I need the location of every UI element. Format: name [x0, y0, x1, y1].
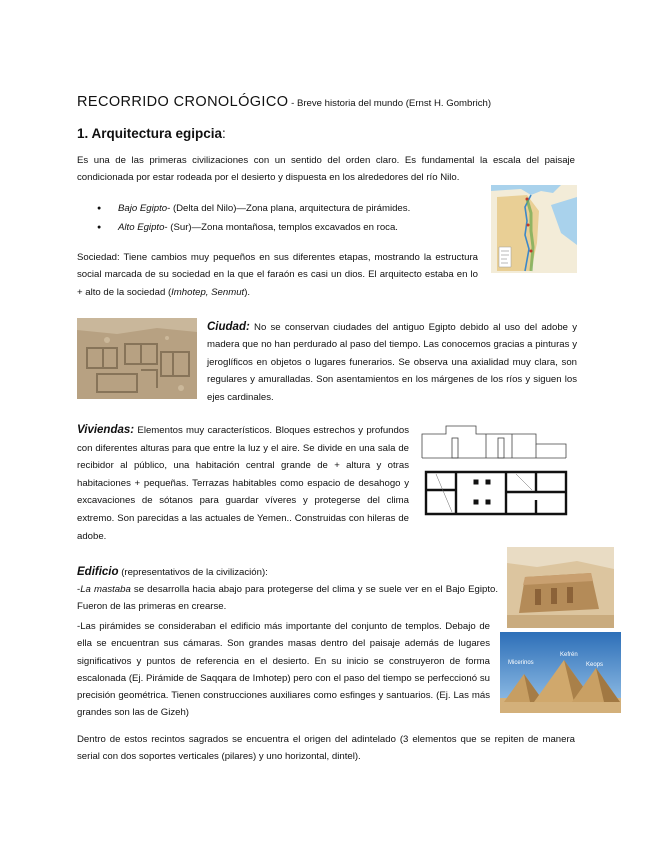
section-heading-colon: :: [222, 126, 226, 141]
piramides-paragraph: -Las pirámides se consideraban el edificio más importante del conjunto de templos. Debajo de ella se encuentran sus cámaras. Son grandes masas dentro del paisaje además de lugares significativos y puntos de referencia en el desierto. En su inicio se construyeron de forma escalonada (Ej. Pirámide de Saqqara de Imhotep) pero con el paso del tiempo se perfeccionó su precisión geométrica. Tienen construcciones auxiliares como esfinges y santuarios. (Ej. Las más grandes son las de Gizeh): [77, 621, 490, 719]
viviendas-text: Elementos muy característicos. Bloques estrechos y profundos con diferentes alturas para que entre la luz y el aire. Se divide en una sala de recibidor al público, una habitación central grande de + altura y otras habitaciones + pequeñas. Terrazas habitables como espacio de desahogo y excavaciones de sótanos para guardar víveres y protegerse del clima extremo. Son parecidas a las actuales de Yemen.. Construidas con hileras de adobe.: [77, 425, 409, 542]
pyramids-illustration: [500, 632, 621, 713]
city-ruins-image: [77, 318, 197, 399]
title-main: RECORRIDO CRONOLÓGICO: [77, 94, 289, 110]
sociedad-text: Sociedad: Tiene cambios muy pequeños en sus diferentes etapas, mostrando la estructura social marcada de su sociedad en la que el faraón es casi un dios. El arquitecto estaba en lo + alto de la sociedad (: [77, 252, 478, 298]
mastaba-name: La mastaba: [80, 584, 131, 595]
section-heading: [77, 126, 226, 141]
ciudad-paragraph: [207, 319, 577, 406]
pyramid-label: Keops: [586, 662, 604, 668]
mastaba-illustration: [507, 547, 614, 628]
egypt-map-image: [491, 185, 577, 273]
sociedad-paragraph: [77, 249, 478, 301]
map-illustration: [491, 185, 577, 273]
architect-names: Imhotep, Senmut: [171, 286, 245, 298]
house-plan-drawing: [416, 414, 577, 522]
mastaba-paragraph: [77, 581, 498, 616]
intro-paragraph: Es una de las primeras civilizaciones con un sentido del orden claro. Es fundamental la escala del paisaje condicionada por estar rodeada por el desierto y dispuesta en los alrededores del río Nilo.: [77, 155, 575, 184]
sociedad-close: ).: [244, 286, 251, 298]
region-name: Alto Egipto: [118, 222, 165, 233]
viviendas-paragraph: [77, 422, 409, 545]
pyramid-label: Kefrén: [560, 652, 578, 658]
house-plan-illustration: [416, 414, 577, 522]
ciudad-heading: Ciudad:: [207, 321, 250, 333]
ruins-illustration: [77, 318, 197, 399]
mastaba-dash: -: [77, 584, 81, 595]
ciudad-text: No se conservan ciudades del antiguo Egipto debido al uso del adobe y madera que no han perdurado al paso del tiempo. Las conocemos gracias a pinturas y jeroglíficos en objetos o lugares funerarios. Se observa una axialidad muy clara, son regulares y amuralladas. Son asentamientos en los márgenes de los ríos y siguen los ejes cardinales.: [207, 322, 577, 403]
pyramids-image: [500, 632, 621, 713]
section-heading-text: 1. Arquitectura egipcia: [77, 126, 223, 141]
region-name: Bajo Egipto: [118, 203, 168, 214]
list-item: [97, 199, 410, 218]
edificio-heading-line: [77, 564, 268, 581]
region-list: [97, 199, 410, 237]
mastaba-text: se desarrolla hacia abajo para protegerse del clima y se suele ver en el Bajo Egipto. Fueron de las primeras en crearse.: [77, 584, 498, 613]
region-text: - (Delta del Nilo)—Zona plana, arquitectura de pirámides.: [167, 203, 411, 214]
list-item: [97, 218, 410, 237]
edificio-subheading: (representativos de la civilización):: [118, 567, 268, 578]
document-title: [77, 94, 491, 110]
edificio-heading: Edificio: [77, 566, 119, 578]
viviendas-heading: Viviendas:: [77, 424, 135, 436]
region-text: - (Sur)—Zona montañosa, templos excavados en roca.: [164, 222, 398, 233]
dintel-paragraph: Dentro de estos recintos sagrados se encuentra el origen del adintelado (3 elementos que se repiten de manera serial con dos soportes verticales (pilares) y uno horizontal, dintel).: [77, 734, 575, 763]
mastaba-image: [507, 547, 614, 628]
pyramid-label: Micerinos: [508, 660, 534, 666]
title-subtitle: - Breve historia del mundo (Ernst H. Gombrich): [288, 98, 492, 109]
